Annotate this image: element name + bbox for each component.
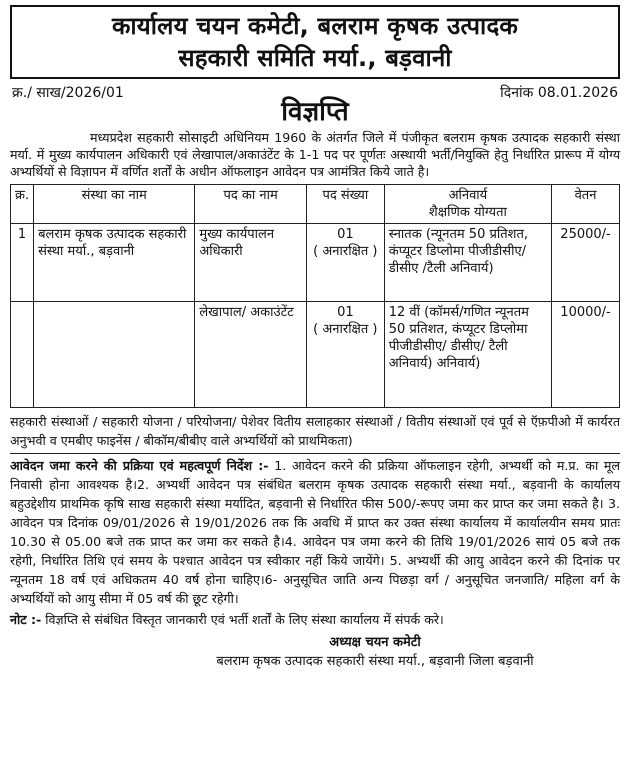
header-box — [10, 5, 620, 79]
row-sno: 1 — [11, 224, 34, 302]
row-qualification: 12 वीं (कॉमर्स/गणित न्यूनतम 50 प्रतिशत, कंप्यूटर डिप्लोमा पीजीडीसीए/ डीसीए/ टैली अनिवार्य) अनिवार्य) — [384, 302, 551, 408]
notice-page — [10, 5, 620, 766]
col-org: संस्था का नाम — [34, 185, 195, 224]
col-qualification — [384, 185, 551, 224]
process-heading: आवेदन जमा करने की प्रक्रिया एवं महत्वपूर्ण निर्देश :- — [10, 458, 269, 473]
row-org: बलराम कृषक उत्पादक सहकारी संस्था मर्या., बड़वानी — [34, 224, 195, 302]
signature-org: बलराम कृषक उत्पादक सहकारी संस्था मर्या., बड़वानी जिला बड़वानी — [216, 654, 534, 669]
notice-title: विज्ञप्ति — [281, 97, 349, 127]
table-row — [11, 224, 620, 302]
col-qualification-line-1: अनिवार्य — [448, 188, 488, 203]
posts-table — [10, 184, 620, 408]
note-text: विज्ञप्ति से संबंधित विस्तृत जानकारी एवं भर्ती शर्तों के लिए संस्था कार्यालय में संपर्क करे। — [41, 612, 444, 627]
header-line-2: सहकारी समिति मर्या., बड़वानी — [178, 44, 452, 72]
row-qualification: स्नातक (न्यूनतम 50 प्रतिशत, कंप्यूटर डिप्लोमा पीजीडीसीए/ डीसीए /टैली अनिवार्य) — [384, 224, 551, 302]
notice-date: दिनांक 08.01.2026 — [500, 85, 618, 101]
table-row — [11, 302, 620, 408]
col-post: पद का नाम — [195, 185, 307, 224]
row-sno — [11, 302, 34, 408]
col-qualification-line-2: शैक्षणिक योग्यता — [428, 205, 507, 220]
reference-number: क्र./ साख/2026/01 — [12, 85, 124, 101]
col-sno: क्र. — [11, 185, 34, 224]
col-salary: वेतन — [552, 185, 620, 224]
row-count-value: 01 — [337, 305, 354, 320]
row-count-value: 01 — [337, 227, 354, 242]
signature-block — [130, 633, 620, 671]
process-body: 1. आवेदन करने की प्रक्रिया ऑफलाइन रहेगी, अभ्यर्थी को म.प्र. का मूल निवासी होना आवश्यक है।2. अभ्यर्थी आवेदन पत्र संबंधित बलराम कृषक उत्पादक सहकारी संस्था मर्या., बड़वानी के कार्यालय बहुउद्देशीय प्राथमिक कृषि साख सहकारी संस्था मर्यादित, बड़वानी से निर्धारित फीस 500/-रूपए जमा कर प्राप्त कर जमा सकते है। 3. आवेदन पत्र दिनांक 09/01/2026 से 19/01/2026 तक कि अवधि में प्राप्त कर उक्त संस्था कार्यालय में कार्यालयीन समय प्रातः 10.30 से 05.00 बजे तक प्राप्त कर जमा कर सकते है।4. आवेदन पत्र जमा करने की तिथि 19/01/2026 सायं 05 बजे तक रहेगी, निर्धारित तिथि एवं समय के पश्चात आवेदन पत्र स्वीकार नहीं किये जायेंगे। 5. अभ्यर्थी की आयु आवेदन करने की दिनांक पर न्यूनतम 18 वर्ष एवं अधिकतम 40 वर्ष होना चाहिए।6- अनुसूचित जाति अन्य पिछड़ा वर्ग / अनुसूचित जनजाति/ महिला वर्ग के अभ्यर्थियों को आयु सीमा में 05 वर्ष की छूट रहेगी। — [10, 458, 620, 606]
table-header-row — [11, 185, 620, 224]
note-label: नोट :- — [10, 612, 42, 627]
note-line — [10, 610, 620, 629]
col-count: पद संख्या — [306, 185, 384, 224]
row-category: ( अनारक्षित ) — [313, 244, 378, 259]
signature-title: अध्यक्ष चयन कमेटी — [329, 635, 421, 650]
divider — [10, 453, 620, 454]
preference-text: सहकारी संस्थाओं / सहकारी योजना / परियोजना/ पेशेवर वितीय सलाहकार संस्थाओं / वितीय संस्थाओं एवं पूर्व से ऍफ़पीओ में कार्यरत अनुभवी व एमबीए फाइनेंस / बीकॉम/बीबीए वाले अभ्यर्थियों को प्राथमिकता) — [10, 414, 620, 448]
row-category: ( अनारक्षित ) — [313, 322, 378, 337]
intro-paragraph: मध्यप्रदेश सहकारी सोसाइटी अधिनियम 1960 के अंतर्गत जिले में पंजीकृत बलराम कृषक उत्पादक सहकारी संस्था मर्या. में मुख्य कार्यपालन अधिकारी एवं लेखापाल/अकाउंटेंट के 1-1 पद पर पूर्णतः अस्थायी भर्ती/नियुक्ति हेतु निर्धारित प्रारूप में योग्य अभ्यर्थियों से विज्ञापन में वर्णित शर्तों के अधीन ऑफलाइन आवेदन पत्र आमंत्रित किये जाते है। — [10, 130, 620, 179]
row-salary: 25000/- — [552, 224, 620, 302]
row-count — [306, 302, 384, 408]
row-post: मुख्य कार्यपालन अधिकारी — [195, 224, 307, 302]
row-count — [306, 224, 384, 302]
row-org — [34, 302, 195, 408]
application-process — [10, 456, 620, 608]
row-salary: 10000/- — [552, 302, 620, 408]
row-post: लेखापाल/ अकाउंटेंट — [195, 302, 307, 408]
header-line-1: कार्यालय चयन कमेटी, बलराम कृषक उत्पादक — [111, 12, 519, 40]
